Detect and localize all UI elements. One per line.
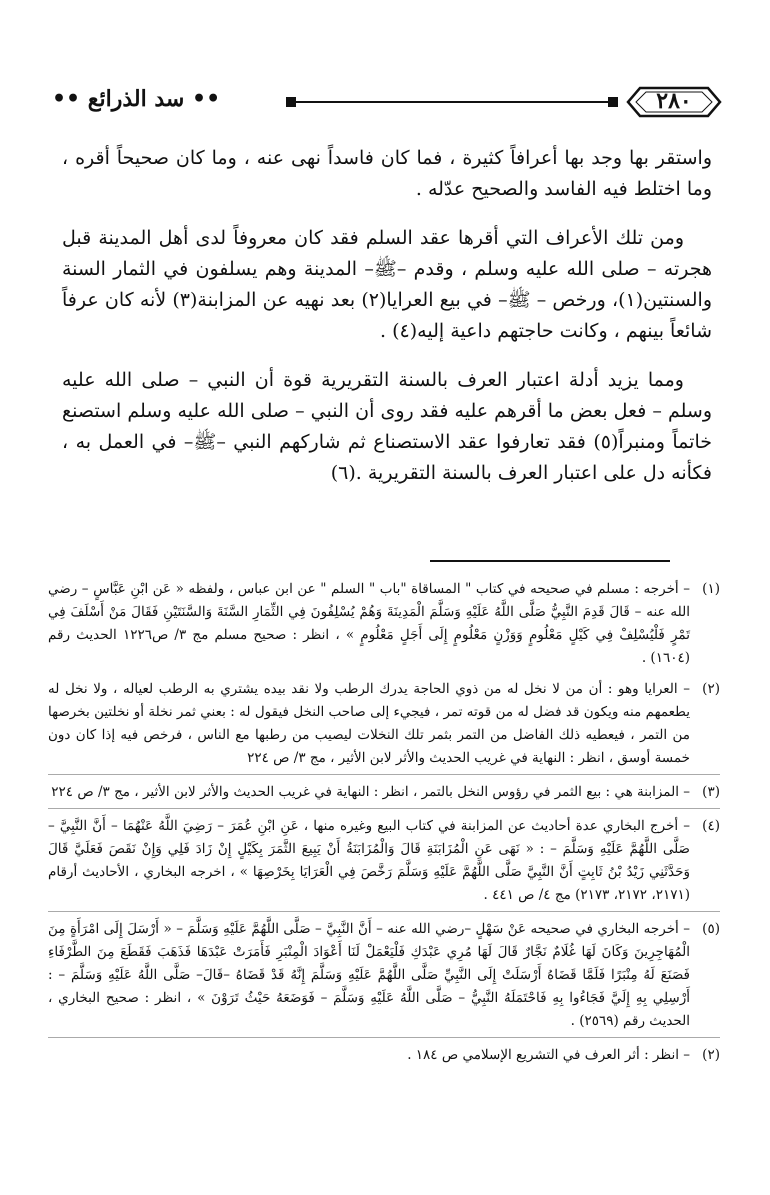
footnote-text: – أخرج البخاري عدة أحاديث عن المزابنة في كتاب البيع وغيره منها ، عَنِ ابْنِ عُمَرَ – رَضِيَ اللَّهُ عَنْهُمَا – أَنَّ النَّبِيَّ – صَلَّى اللَّهُمَّ عَلَيْهِ وَسَلَّمَ – : « نَهَى عَنِ الْمُزَابَنَةِ قَالَ وَالْمُزَابَنَةُ أَنْ يَبِيعَ الثَّمَرَ بِكَيْلٍ إِنْ زَادَ فَلِي وَإِنْ نَقَصَ فَعَلَيَّ قَالَ وَحَدَّثَنِي زَيْدُ بْنُ ثَابِتٍ أَنَّ النَّبِيَّ صَلَّى اللَّهُمَّ عَلَيْهِ وَسَلَّمَ رَخَّصَ فِي الْعَرَايَا بِخَرْصِهَا » ، اخرجه البخاري ، الأحاديث أرقام (٢١٧١، ٢١٧٢، ٢١٧٣) مج ٤/ ص ٤٤١ .: [48, 818, 690, 903]
footnote-text: – العرايا وهو : أن من لا نخل له من ذوي الحاجة يدرك الرطب ولا نقد بيده يشتري به الرطب لعياله ، ولا نخل له يطعمهم منه ويكون قد فضل له من قوته تمر ، فيجيء إلى صاحب النخل فيقول له : بعني ثمر نخلة أو نخلتين بخرصها من التمر ، فيعطيه ذلك الفاضل من التمر بثمر تلك النخلات ليصيب من رطبها مع الناس ، فرخص فيه إذا كان دون خمسة أوسق ، انظر : النهاية في غريب الحديث والأثر لابن الأثير ، مج ٣/ ص ٢٢٤: [48, 681, 690, 766]
footnote-number: (٤): [702, 818, 720, 834]
footnote-text: – المزابنة هي : بيع الثمر في رؤوس النخل بالتمر ، انظر : النهاية في غريب الحديث والأثر لابن الأثير ، مج ٣/ ص ٢٢٤: [51, 784, 690, 800]
paragraph: ومن تلك الأعراف التي أقرها عقد السلم فقد كان معروفاً لدى أهل المدينة قبل هجرته – صلى الله عليه وسلم ، وقدم –ﷺ– المدينة وهم يسلفون في الثمار السنة والسنتين(١)، ورخص – ﷺ– في بيع العرايا(٢) بعد نهيه عن المزابنة(٣) لأنه كان عرفاً شائعاً بينهم ، وكانت حاجتهم داعية إليه(٤) .: [62, 227, 713, 342]
header-square-ornament: [608, 97, 618, 107]
paragraph: واستقر بها وجد بها أعرافاً كثيرة ، فما كان فاسداً نهى عنه ، وما كان صحيحاً أقره ، وما اختلط فيه الفاسد والصحيح عدّله .: [62, 147, 712, 200]
header-rule: [292, 101, 610, 103]
footnote-text: – أخرجه : مسلم في صحيحه في كتاب " المساقاة "باب " السلم " عن ابن عباس ، ولفظه « عَن ابْنِ عَبَّاسٍ – رضي الله عنه – قَالَ قَدِمَ النَّبِيُّ صَلَّى اللَّهُ عَلَيْهِ وَسَلَّمَ الْمَدِينَةَ وَهُمْ يُسْلِفُونَ فِي الثِّمَارِ السَّنَةَ وَالسَّنَتَيْنِ فَقَالَ مَنْ أَسْلَفَ فِي تَمْرٍ فَلْيُسْلِفْ فِي كَيْلٍ مَعْلُومٍ وَوَزْنٍ مَعْلُومٍ إِلَى أَجَلٍ مَعْلُومٍ » ، انظر : صحيح مسلم مج ٣/ ص١٢٢٦ الحديث رقم (١٦٠٤) .: [48, 581, 690, 666]
footnote-text: – انظر : أثر العرف في التشريع الإسلامي ص ١٨٤ .: [407, 1047, 690, 1063]
footnote: [48, 578, 720, 674]
footnote: [48, 1044, 720, 1071]
footnote-number: (٣): [702, 784, 720, 800]
footnote: [48, 918, 720, 1038]
page-header: [52, 84, 738, 124]
footnote: [48, 815, 720, 912]
main-text: [62, 143, 712, 507]
page-number-box: [626, 84, 722, 120]
page-number: ٢٨٠: [656, 88, 692, 114]
footnote-number: (٢): [702, 681, 720, 697]
footnote-number: (١): [702, 581, 720, 597]
running-title: •• سد الذرائع ••: [52, 86, 221, 112]
footnote-number: (٥): [702, 921, 720, 937]
footnotes: [48, 578, 720, 1075]
footnote: [48, 781, 720, 809]
paragraph: ومما يزيد أدلة اعتبار العرف بالسنة التقريرية قوة أن النبي – صلى الله عليه وسلم – فعل بعض ما أقرهم عليه فقد روى أن النبي – صلى الله عليه وسلم استصنع خاتماً ومنبراً(٥) فقد تعارفوا عقد الاستصناع ثم شاركهم النبي –ﷺ– في العمل به ، فكأنه دل على اعتبار العرف بالسنة التقريرية .(٦): [62, 369, 712, 484]
footnote-separator: [430, 560, 670, 562]
footnote-number: (٢): [702, 1047, 720, 1063]
footnote: [48, 678, 720, 775]
footnote-text: – أخرجه البخاري في صحيحه عَنْ سَهْلٍ –رضي الله عنه – أَنَّ النَّبِيَّ – صَلَّى اللَّهُمَّ عَلَيْهِ وَسَلَّمَ – « أَرْسَلَ إِلَى امْرَأَةٍ مِنَ الْمُهَاجِرِينَ وَكَانَ لَهَا غُلَامٌ نَجَّارٌ قَالَ لَهَا مُرِي عَبْدَكِ فَلْيَعْمَلْ لَنَا أَعْوَادَ الْمِنْبَرِ فَأَمَرَتْ عَبْدَهَا فَذَهَبَ فَقَطَعَ مِنَ الطَّرْفَاءِ فَصَنَعَ لَهُ مِنْبَرًا فَلَمَّا قَضَاهُ أَرْسَلَتْ إِلَى النَّبِيِّ صَلَّى اللَّهُمَّ عَلَيْهِ وَسَلَّمَ إِنَّهُ قَدْ قَضَاهُ –قَالَ– صَلَّى اللَّهُ عَلَيْهِ وَسَلَّمَ – : أَرْسِلِي بِهِ إِلَيَّ فَجَاءُوا بِهِ فَاحْتَمَلَهُ النَّبِيُّ – صَلَّى اللَّهُ عَلَيْهِ وَسَلَّمَ – فَوَضَعَهُ حَيْثُ تَرَوْنَ » ، انظر : صحيح البخاري ، الحديث رقم (٢٥٦٩) .: [48, 921, 690, 1029]
